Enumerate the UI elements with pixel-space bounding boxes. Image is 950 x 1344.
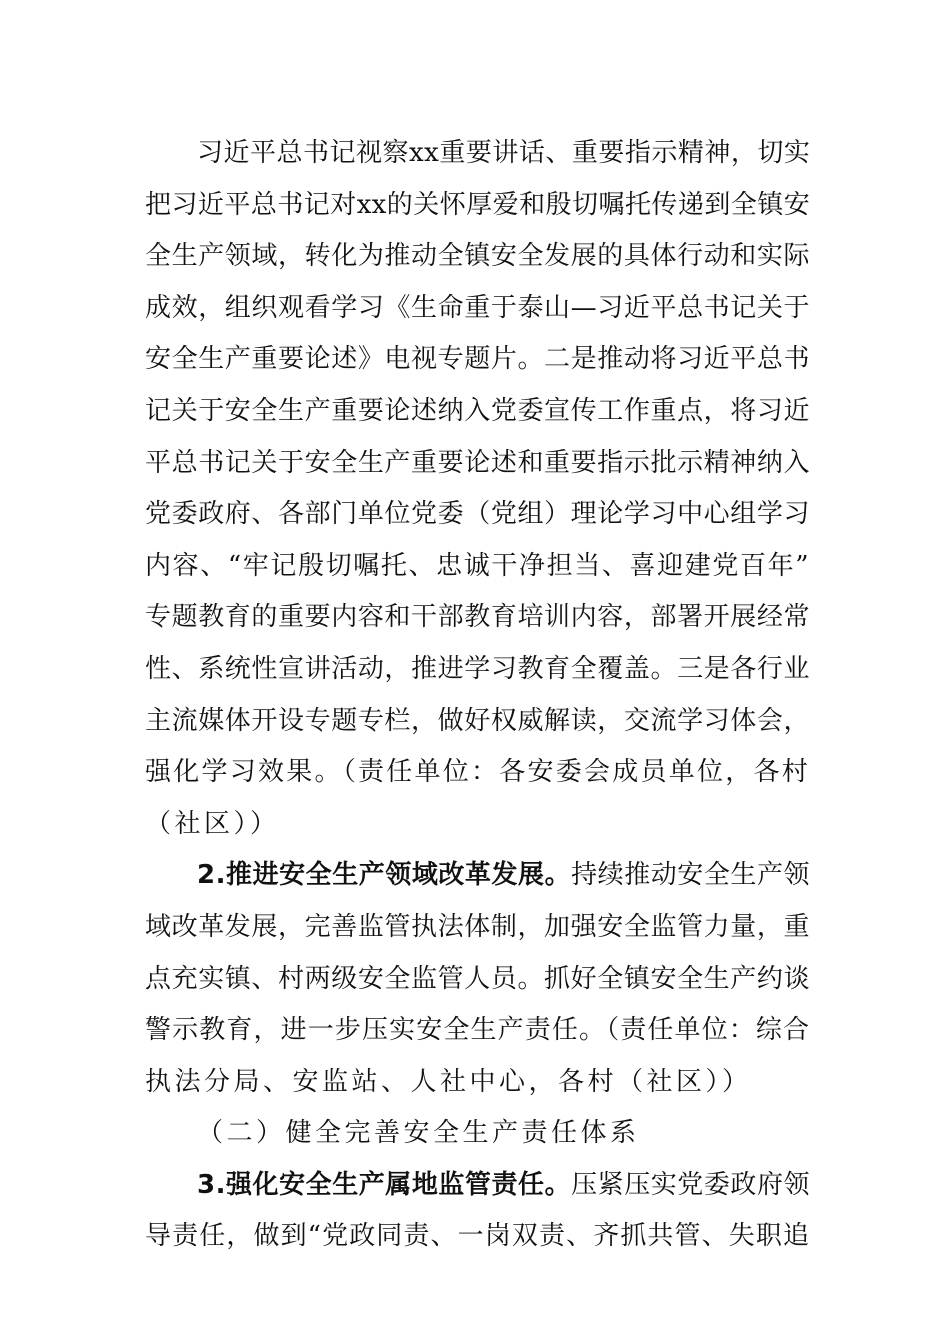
paragraph-line: 成效，组织观看学习《生命重于泰山—习近平总书记关于 [145,292,810,323]
item-heading-continuation: 压紧压实党委政府领 [571,1169,810,1200]
item-heading: 2.推进安全生产领域改革发展。 [197,860,572,891]
item-heading: 3.强化安全生产属地监管责任。 [197,1169,572,1200]
paragraph-line: 安全生产重要论述》电视专题片。二是推动将习近平总书 [145,344,810,375]
paragraph-line: 习近平总书记视察xx重要讲话、重要指示精神，切实 [197,138,811,168]
paragraph-line: （社区）） [145,808,280,839]
paragraph-line: 警示教育，进一步压实安全生产责任。（责任单位：综合 [145,1015,810,1046]
paragraph-line: 记关于安全生产重要论述纳入党委宣传工作重点，将习近 [145,395,810,426]
paragraph-line: 内容、“牢记殷切嘱托、忠诚干净担当、喜迎建党百年” [145,550,810,581]
paragraph-line: 强化学习效果。（责任单位：各安委会成员单位，各村 [145,757,811,788]
paragraph-first-line [145,1160,810,1212]
paragraph-first-line [145,850,810,902]
document-body [145,128,810,1263]
paragraph-line: 专题教育的重要内容和干部教育培训内容，部署开展经常 [145,602,810,633]
paragraph-line: 性、系统性宣讲活动，推进学习教育全覆盖。三是各行业 [145,653,810,684]
paragraph-line: 平总书记关于安全生产重要论述和重要指示批示精神纳入 [145,447,810,478]
paragraph-line: 执法分局、安监站、人社中心，各村（社区）） [145,1066,752,1097]
paragraph-line: 党委政府、各部门单位党委（党组）理论学习中心组学习 [145,499,810,530]
paragraph-line: 把习近平总书记对xx的关怀厚爱和殷切嘱托传递到全镇安 [145,189,810,220]
paragraph-line: 主流媒体开设专题专栏，做好权威解读，交流学习体会， [145,705,810,736]
section-heading: （二）健全完善安全生产责任体系 [197,1118,640,1149]
paragraph-line: 导责任，做到“党政同责、一岗双责、齐抓共管、失职追 [145,1221,810,1252]
item-heading-continuation: 持续推动安全生产领 [571,860,810,891]
paragraph-line: 域改革发展，完善监管执法体制，加强安全监管力量，重 [145,911,810,942]
paragraph-line: 点充实镇、村两级安全监管人员。抓好全镇安全生产约谈 [145,963,810,994]
paragraph-line: 全生产领域，转化为推动全镇安全发展的具体行动和实际 [145,241,810,272]
